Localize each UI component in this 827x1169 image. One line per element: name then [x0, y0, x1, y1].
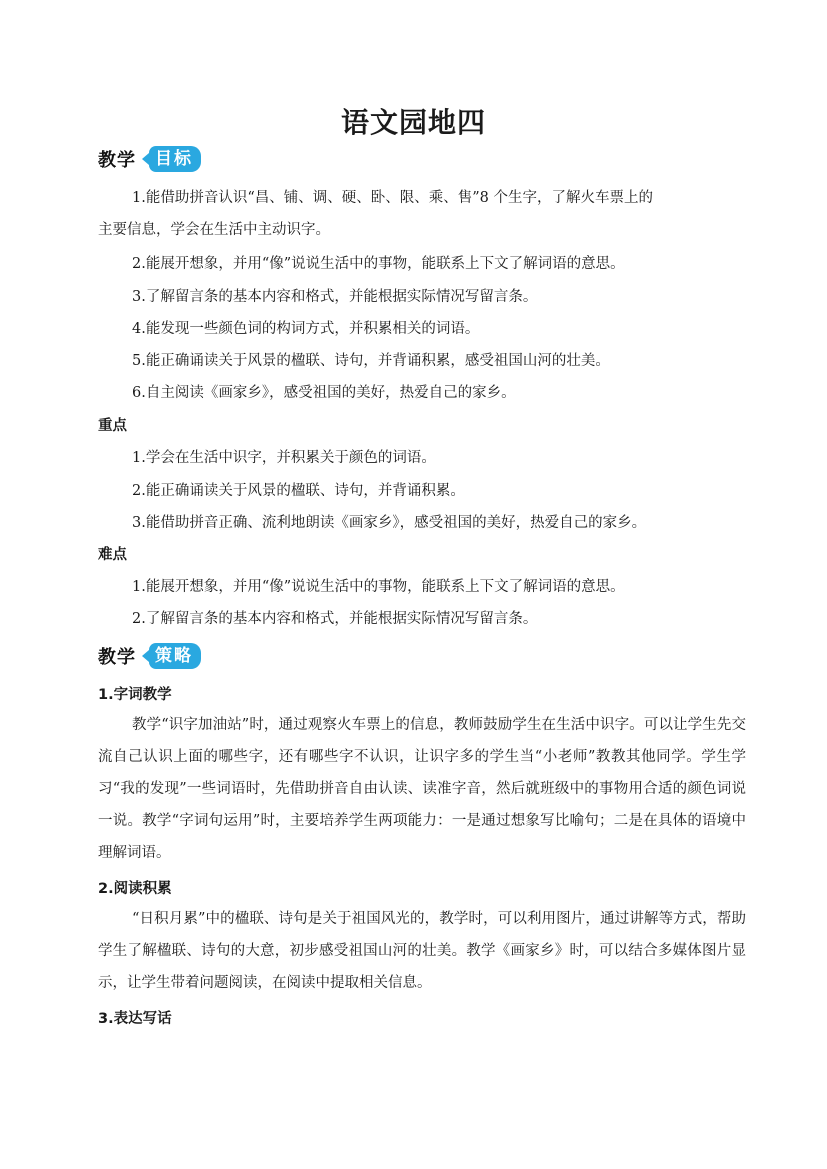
- key-point-item: 1.学会在生活中识字，并积累关于颜色的词语。: [132, 450, 436, 466]
- goal-item: 1.能借助拼音认识“昌、铺、调、硬、卧、限、乘、售”8 个生字，了解火车票上的: [132, 190, 653, 206]
- section-heading-goals: [98, 144, 201, 174]
- key-points-heading: 重点: [98, 418, 127, 434]
- section-heading-tag-text: 策略: [149, 643, 201, 669]
- difficulty-item: 2.了解留言条的基本内容和格式，并能根据实际情况写留言条。: [132, 611, 538, 627]
- goal-item: 5.能正确诵读关于风景的楹联、诗句，并背诵积累，感受祖国山河的壮美。: [132, 353, 610, 369]
- key-point-item: 3.能借助拼音正确、流利地朗读《画家乡》，感受祖国的美好，热爱自己的家乡。: [132, 515, 647, 531]
- strategy-paragraph-reading: “日积月累”中的楹联、诗句是关于祖国风光的，教学时，可以利用图片，通过讲解等方式，帮助学生了解楹联、诗句的大意，初步感受祖国山河的壮美。教学《画家乡》时，可以结合多媒体图片显示，让学生带着问题阅读，在阅读中提取相关信息。: [98, 911, 746, 991]
- tag-arrow-icon: [142, 650, 149, 662]
- goal-item-continuation: 主要信息，学会在生活中主动识字。: [98, 222, 330, 238]
- section-heading-tag: [142, 146, 201, 172]
- strategy-paragraph-vocab: 教学“识字加油站”时，通过观察火车票上的信息，教师鼓励学生在生活中识字。可以让学生先交流自己认识上面的哪些字，还有哪些字不认识，让识字多的学生当“小老师”教教其他同学。学生学习“我的发现”一些词语时，先借助拼音自由认读、读准字音，然后就班级中的事物用合适的颜色词说一说。教学“字词句运用”时，主要培养学生两项能力：一是通过想象写比喻句；二是在具体的语境中理解词语。: [98, 717, 746, 861]
- section-heading-label: 教学: [98, 647, 136, 668]
- strategy-subheading-writing: 3.表达写话: [98, 1011, 172, 1027]
- goal-item: 6.自主阅读《画家乡》，感受祖国的美好，热爱自己的家乡。: [132, 385, 516, 401]
- goal-item: 4.能发现一些颜色词的构词方式，并积累相关的词语。: [132, 321, 480, 337]
- tag-arrow-icon: [142, 153, 149, 165]
- difficulties-heading: 难点: [98, 547, 127, 563]
- page-title: 语文园地四: [340, 106, 486, 139]
- goal-item: 3.了解留言条的基本内容和格式，并能根据实际情况写留言条。: [132, 289, 538, 305]
- section-heading-label: 教学: [98, 150, 136, 171]
- section-heading-tag: [142, 643, 201, 669]
- key-point-item: 2.能正确诵读关于风景的楹联、诗句，并背诵积累。: [132, 483, 465, 499]
- strategy-subheading-vocab: 1.字词教学: [98, 687, 172, 703]
- difficulty-item: 1.能展开想象，并用“像”说说生活中的事物，能联系上下文了解词语的意思。: [132, 579, 625, 595]
- section-heading-strategy: [98, 641, 201, 671]
- section-heading-tag-text: 目标: [149, 146, 201, 172]
- strategy-subheading-reading: 2.阅读积累: [98, 881, 172, 897]
- goal-item: 2.能展开想象，并用“像”说说生活中的事物，能联系上下文了解词语的意思。: [132, 256, 625, 272]
